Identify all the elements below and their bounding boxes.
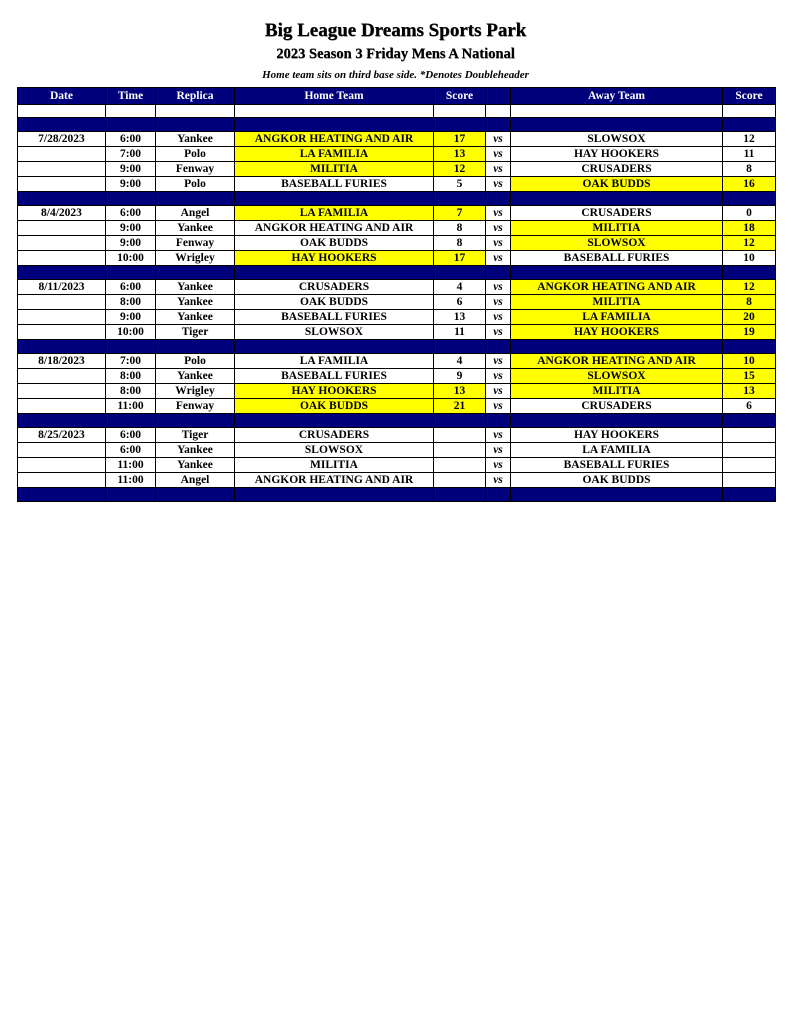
game-time: 9:00 (106, 162, 156, 177)
col-header-date: Date (18, 88, 106, 105)
home-team: HAY HOOKERS (235, 384, 434, 399)
home-score (434, 458, 486, 473)
home-score: 17 (434, 251, 486, 266)
empty-cell (511, 414, 723, 428)
empty-cell (511, 266, 723, 280)
empty-cell (156, 192, 235, 206)
game-replica: Fenway (156, 162, 235, 177)
empty-cell (486, 488, 511, 502)
away-team: MILITIA (511, 221, 723, 236)
empty-cell (106, 266, 156, 280)
game-replica: Yankee (156, 310, 235, 325)
away-score: 12 (723, 280, 776, 295)
game-replica: Yankee (156, 458, 235, 473)
vs-label: vs (486, 325, 511, 340)
empty-cell (18, 192, 106, 206)
game-time: 11:00 (106, 458, 156, 473)
game-time: 7:00 (106, 147, 156, 162)
game-time: 11:00 (106, 399, 156, 414)
game-row (18, 458, 776, 473)
week-separator (18, 266, 776, 280)
home-score: 5 (434, 177, 486, 192)
empty-cell (235, 118, 434, 132)
vs-label: vs (486, 384, 511, 399)
game-time: 10:00 (106, 251, 156, 266)
away-score: 6 (723, 399, 776, 414)
empty-cell (723, 340, 776, 354)
game-date (18, 310, 106, 325)
col-header-home-score: Score (434, 88, 486, 105)
col-header-time: Time (106, 88, 156, 105)
home-team: BASEBALL FURIES (235, 369, 434, 384)
game-date (18, 221, 106, 236)
game-replica: Angel (156, 473, 235, 488)
vs-label: vs (486, 354, 511, 369)
game-row (18, 325, 776, 340)
away-score: 12 (723, 132, 776, 147)
empty-cell (723, 414, 776, 428)
blank-row (18, 105, 776, 118)
away-score: 10 (723, 251, 776, 266)
empty-cell (156, 488, 235, 502)
game-replica: Yankee (156, 280, 235, 295)
away-score: 19 (723, 325, 776, 340)
away-team: ANGKOR HEATING AND AIR (511, 354, 723, 369)
empty-cell (434, 340, 486, 354)
vs-label: vs (486, 147, 511, 162)
home-score: 13 (434, 310, 486, 325)
empty-cell (511, 488, 723, 502)
vs-label: vs (486, 221, 511, 236)
home-score: 13 (434, 384, 486, 399)
game-replica: Polo (156, 354, 235, 369)
empty-cell (434, 192, 486, 206)
home-team: ANGKOR HEATING AND AIR (235, 473, 434, 488)
empty-cell (18, 488, 106, 502)
home-score: 6 (434, 295, 486, 310)
home-score: 4 (434, 280, 486, 295)
game-date (18, 369, 106, 384)
vs-label: vs (486, 443, 511, 458)
empty-cell (486, 340, 511, 354)
game-replica: Yankee (156, 443, 235, 458)
empty-cell (511, 105, 723, 118)
col-header-home-team: Home Team (235, 88, 434, 105)
empty-cell (106, 105, 156, 118)
home-team: OAK BUDDS (235, 399, 434, 414)
empty-cell (18, 118, 106, 132)
home-team: SLOWSOX (235, 443, 434, 458)
vs-label: vs (486, 295, 511, 310)
empty-cell (486, 414, 511, 428)
game-row (18, 384, 776, 399)
empty-cell (156, 414, 235, 428)
game-date: 8/25/2023 (18, 428, 106, 443)
away-team: OAK BUDDS (511, 177, 723, 192)
empty-cell (235, 105, 434, 118)
away-team: LA FAMILIA (511, 310, 723, 325)
game-date (18, 147, 106, 162)
game-replica: Wrigley (156, 384, 235, 399)
vs-label: vs (486, 399, 511, 414)
home-team: LA FAMILIA (235, 354, 434, 369)
home-team: LA FAMILIA (235, 206, 434, 221)
game-date (18, 473, 106, 488)
vs-label: vs (486, 428, 511, 443)
game-row (18, 162, 776, 177)
away-score (723, 443, 776, 458)
empty-cell (723, 118, 776, 132)
empty-cell (156, 340, 235, 354)
empty-cell (235, 488, 434, 502)
game-time: 6:00 (106, 280, 156, 295)
game-row (18, 132, 776, 147)
empty-cell (434, 488, 486, 502)
game-date (18, 177, 106, 192)
away-score: 20 (723, 310, 776, 325)
game-time: 11:00 (106, 473, 156, 488)
away-team: SLOWSOX (511, 132, 723, 147)
schedule-note: Home team sits on third base side. *Denotes Doubleheader (262, 69, 529, 81)
game-time: 8:00 (106, 295, 156, 310)
game-date: 8/11/2023 (18, 280, 106, 295)
col-header-away-team: Away Team (511, 88, 723, 105)
game-replica: Yankee (156, 132, 235, 147)
game-time: 9:00 (106, 236, 156, 251)
page-title: Big League Dreams Sports Park (264, 20, 527, 41)
empty-cell (723, 105, 776, 118)
game-time: 9:00 (106, 221, 156, 236)
home-score: 17 (434, 132, 486, 147)
game-date (18, 325, 106, 340)
game-row (18, 443, 776, 458)
away-team: CRUSADERS (511, 206, 723, 221)
home-team: MILITIA (235, 162, 434, 177)
game-row (18, 147, 776, 162)
game-date (18, 295, 106, 310)
game-row (18, 428, 776, 443)
empty-cell (18, 266, 106, 280)
game-row (18, 310, 776, 325)
vs-label: vs (486, 369, 511, 384)
game-date (18, 443, 106, 458)
table-header-row (18, 88, 776, 105)
vs-label: vs (486, 132, 511, 147)
home-score (434, 443, 486, 458)
vs-label: vs (486, 206, 511, 221)
game-time: 6:00 (106, 132, 156, 147)
game-time: 10:00 (106, 325, 156, 340)
game-row (18, 399, 776, 414)
away-score: 8 (723, 162, 776, 177)
vs-label: vs (486, 177, 511, 192)
home-team: MILITIA (235, 458, 434, 473)
away-team: ANGKOR HEATING AND AIR (511, 280, 723, 295)
away-team: MILITIA (511, 295, 723, 310)
away-team: MILITIA (511, 384, 723, 399)
game-replica: Tiger (156, 428, 235, 443)
game-row (18, 251, 776, 266)
empty-cell (434, 118, 486, 132)
away-team: OAK BUDDS (511, 473, 723, 488)
home-team: CRUSADERS (235, 428, 434, 443)
game-replica: Yankee (156, 221, 235, 236)
empty-cell (235, 266, 434, 280)
game-date (18, 236, 106, 251)
home-score: 13 (434, 147, 486, 162)
home-team: SLOWSOX (235, 325, 434, 340)
game-row (18, 221, 776, 236)
home-team: BASEBALL FURIES (235, 177, 434, 192)
schedule-body (18, 105, 776, 502)
home-score: 8 (434, 221, 486, 236)
home-score: 4 (434, 354, 486, 369)
home-team: OAK BUDDS (235, 236, 434, 251)
away-score (723, 473, 776, 488)
empty-cell (18, 414, 106, 428)
vs-label: vs (486, 251, 511, 266)
home-score: 7 (434, 206, 486, 221)
game-row (18, 473, 776, 488)
game-replica: Yankee (156, 369, 235, 384)
away-score: 8 (723, 295, 776, 310)
home-score (434, 473, 486, 488)
empty-cell (486, 118, 511, 132)
game-replica: Polo (156, 177, 235, 192)
empty-cell (434, 266, 486, 280)
game-date (18, 399, 106, 414)
empty-cell (486, 266, 511, 280)
home-team: BASEBALL FURIES (235, 310, 434, 325)
week-separator (18, 192, 776, 206)
empty-cell (156, 105, 235, 118)
empty-cell (106, 118, 156, 132)
game-row (18, 206, 776, 221)
away-score: 15 (723, 369, 776, 384)
empty-cell (156, 266, 235, 280)
home-team: OAK BUDDS (235, 295, 434, 310)
game-time: 6:00 (106, 206, 156, 221)
away-team: SLOWSOX (511, 236, 723, 251)
page-subtitle: 2023 Season 3 Friday Mens A National (276, 46, 515, 62)
empty-cell (434, 414, 486, 428)
game-replica: Angel (156, 206, 235, 221)
game-time: 8:00 (106, 384, 156, 399)
game-replica: Fenway (156, 399, 235, 414)
game-replica: Polo (156, 147, 235, 162)
home-score: 8 (434, 236, 486, 251)
away-score: 13 (723, 384, 776, 399)
col-header-replica: Replica (156, 88, 235, 105)
away-team: LA FAMILIA (511, 443, 723, 458)
away-score (723, 428, 776, 443)
home-team: ANGKOR HEATING AND AIR (235, 221, 434, 236)
game-row (18, 354, 776, 369)
game-time: 8:00 (106, 369, 156, 384)
away-team: BASEBALL FURIES (511, 251, 723, 266)
away-team: SLOWSOX (511, 369, 723, 384)
game-replica: Fenway (156, 236, 235, 251)
schedule-table (17, 87, 776, 502)
away-team: CRUSADERS (511, 399, 723, 414)
vs-label: vs (486, 236, 511, 251)
home-team: LA FAMILIA (235, 147, 434, 162)
week-separator (18, 488, 776, 502)
game-replica: Yankee (156, 295, 235, 310)
empty-cell (511, 192, 723, 206)
home-score: 9 (434, 369, 486, 384)
away-score: 10 (723, 354, 776, 369)
game-date: 7/28/2023 (18, 132, 106, 147)
game-date (18, 162, 106, 177)
empty-cell (434, 105, 486, 118)
away-team: BASEBALL FURIES (511, 458, 723, 473)
empty-cell (486, 192, 511, 206)
home-team: HAY HOOKERS (235, 251, 434, 266)
week-separator (18, 414, 776, 428)
game-row (18, 295, 776, 310)
game-date: 8/4/2023 (18, 206, 106, 221)
game-time: 9:00 (106, 177, 156, 192)
away-score: 16 (723, 177, 776, 192)
week-separator (18, 340, 776, 354)
away-score: 0 (723, 206, 776, 221)
empty-cell (235, 340, 434, 354)
empty-cell (156, 118, 235, 132)
game-time: 6:00 (106, 443, 156, 458)
empty-cell (235, 192, 434, 206)
game-replica: Wrigley (156, 251, 235, 266)
empty-cell (18, 105, 106, 118)
empty-cell (18, 340, 106, 354)
vs-label: vs (486, 458, 511, 473)
empty-cell (723, 266, 776, 280)
away-team: CRUSADERS (511, 162, 723, 177)
vs-label: vs (486, 310, 511, 325)
home-score: 12 (434, 162, 486, 177)
game-date (18, 458, 106, 473)
vs-label: vs (486, 162, 511, 177)
game-row (18, 236, 776, 251)
game-date (18, 251, 106, 266)
game-row (18, 369, 776, 384)
home-score: 21 (434, 399, 486, 414)
empty-cell (511, 340, 723, 354)
empty-cell (723, 488, 776, 502)
game-date (18, 384, 106, 399)
away-team: HAY HOOKERS (511, 428, 723, 443)
empty-cell (486, 105, 511, 118)
empty-cell (106, 340, 156, 354)
away-score: 11 (723, 147, 776, 162)
home-team: ANGKOR HEATING AND AIR (235, 132, 434, 147)
game-date: 8/18/2023 (18, 354, 106, 369)
game-time: 9:00 (106, 310, 156, 325)
away-team: HAY HOOKERS (511, 147, 723, 162)
vs-label: vs (486, 280, 511, 295)
away-team: HAY HOOKERS (511, 325, 723, 340)
game-time: 7:00 (106, 354, 156, 369)
vs-label: vs (486, 473, 511, 488)
home-score: 11 (434, 325, 486, 340)
game-replica: Tiger (156, 325, 235, 340)
empty-cell (235, 414, 434, 428)
week-separator (18, 118, 776, 132)
home-score (434, 428, 486, 443)
empty-cell (106, 414, 156, 428)
away-score (723, 458, 776, 473)
game-row (18, 177, 776, 192)
empty-cell (723, 192, 776, 206)
away-score: 12 (723, 236, 776, 251)
col-header-away-score: Score (723, 88, 776, 105)
away-score: 18 (723, 221, 776, 236)
game-row (18, 280, 776, 295)
home-team: CRUSADERS (235, 280, 434, 295)
game-time: 6:00 (106, 428, 156, 443)
empty-cell (511, 118, 723, 132)
col-header-vs (486, 88, 511, 105)
empty-cell (106, 192, 156, 206)
empty-cell (106, 488, 156, 502)
